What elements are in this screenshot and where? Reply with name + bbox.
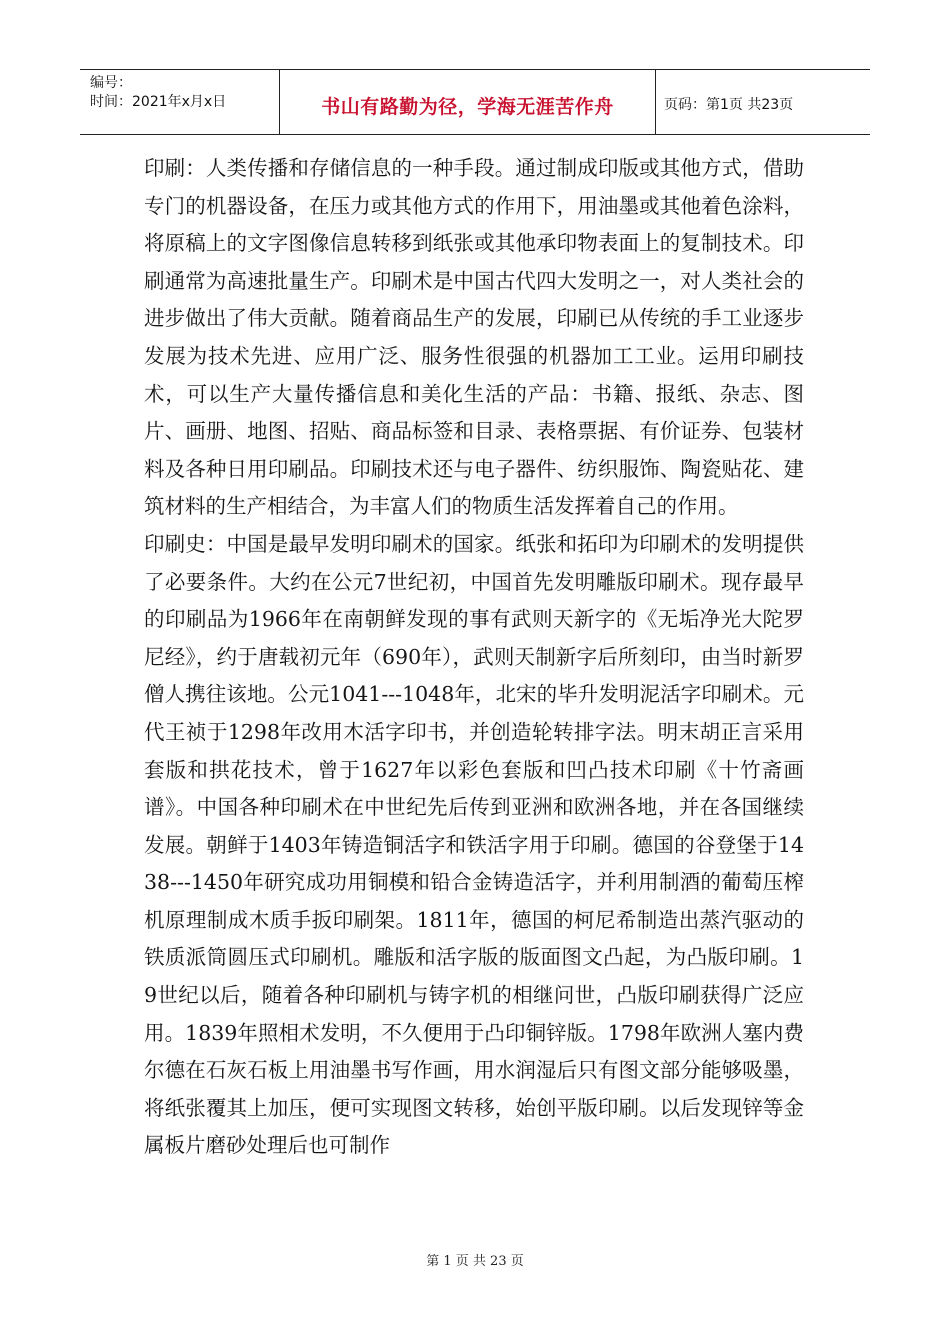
header-meta-cell: [80, 70, 280, 134]
document-time-label: 时间：2021年x月x日: [90, 94, 227, 110]
document-number-label: 编号：: [90, 75, 132, 91]
header-page-cell: [656, 70, 870, 134]
document-body: [144, 150, 804, 1165]
header-motto: 书山有路勤为径，学海无涯苦作舟: [321, 95, 614, 118]
page-footer: [0, 1250, 950, 1269]
header-motto-cell: [280, 70, 656, 134]
page-header: [80, 69, 870, 135]
header-page-info: 页码：第1页 共23页: [664, 97, 794, 113]
paragraph-printing-history: 印刷史：中国是最早发明印刷术的国家。纸张和拓印为印刷术的发明提供了必要条件。大约在公元7世纪初，中国首先发明雕版印刷术。现存最早的印刷品为1966年在南朝鲜发现的事有武则天新字的《无垢净光大陀罗尼经》，约于唐载初元年（690年），武则天制新字后所刻印，由当时新罗僧人携往该地。公元1041---1048年，北宋的毕升发明泥活字印刷术。元代王祯于1298年改用木活字印书，并创造轮转排字法。明末胡正言采用套版和拱花技术，曾于1627年以彩色套版和凹凸技术印刷《十竹斋画谱》。中国各种印刷术在中世纪先后传到亚洲和欧洲各地，并在各国继续发展。朝鲜于1403年铸造铜活字和铁活字用于印刷。德国的谷登堡于1438---1450年研究成功用铜模和铅合金铸造活字，并利用制酒的葡萄压榨机原理制成木质手扳印刷架。1811年，德国的柯尼希制造出蒸汽驱动的铁质派筒圆压式印刷机。雕版和活字版的版面图文凸起，为凸版印刷。19世纪以后，随着各种印刷机与铸字机的相继问世，凸版印刷获得广泛应用。1839年照相术发明，不久便用于凸印铜锌版。1798年欧洲人塞内费尔德在石灰石板上用油墨书写作画，用水润湿后只有图文部分能够吸墨，将纸张覆其上加压，便可实现图文转移，始创平版印刷。以后发现锌等金属板片磨砂处理后也可制作: [144, 531, 804, 1158]
paragraph-printing-definition: 印刷：人类传播和存储信息的一种手段。通过制成印版或其他方式，借助专门的机器设备，在压力或其他方式的作用下，用油墨或其他着色涂料，将原稿上的文字图像信息转移到纸张或其他承印物表面上的复制技术。印刷通常为高速批量生产。印刷术是中国古代四大发明之一，对人类社会的进步做出了伟大贡献。随着商品生产的发展，印刷已从传统的手工业逐步发展为技术先进、应用广泛、服务性很强的机器加工工业。运用印刷技术，可以生产大量传播信息和美化生活的产品：书籍、报纸、杂志、图片、画册、地图、招贴、商品标签和目录、表格票据、有价证券、包装材料及各种日用印刷品。印刷技术还与电子器件、纺织服饰、陶瓷贴花、建筑材料的生产相结合，为丰富人们的物质生活发挥着自己的作用。: [144, 156, 804, 519]
footer-page-number: 第 1 页 共 23 页: [426, 1254, 524, 1269]
